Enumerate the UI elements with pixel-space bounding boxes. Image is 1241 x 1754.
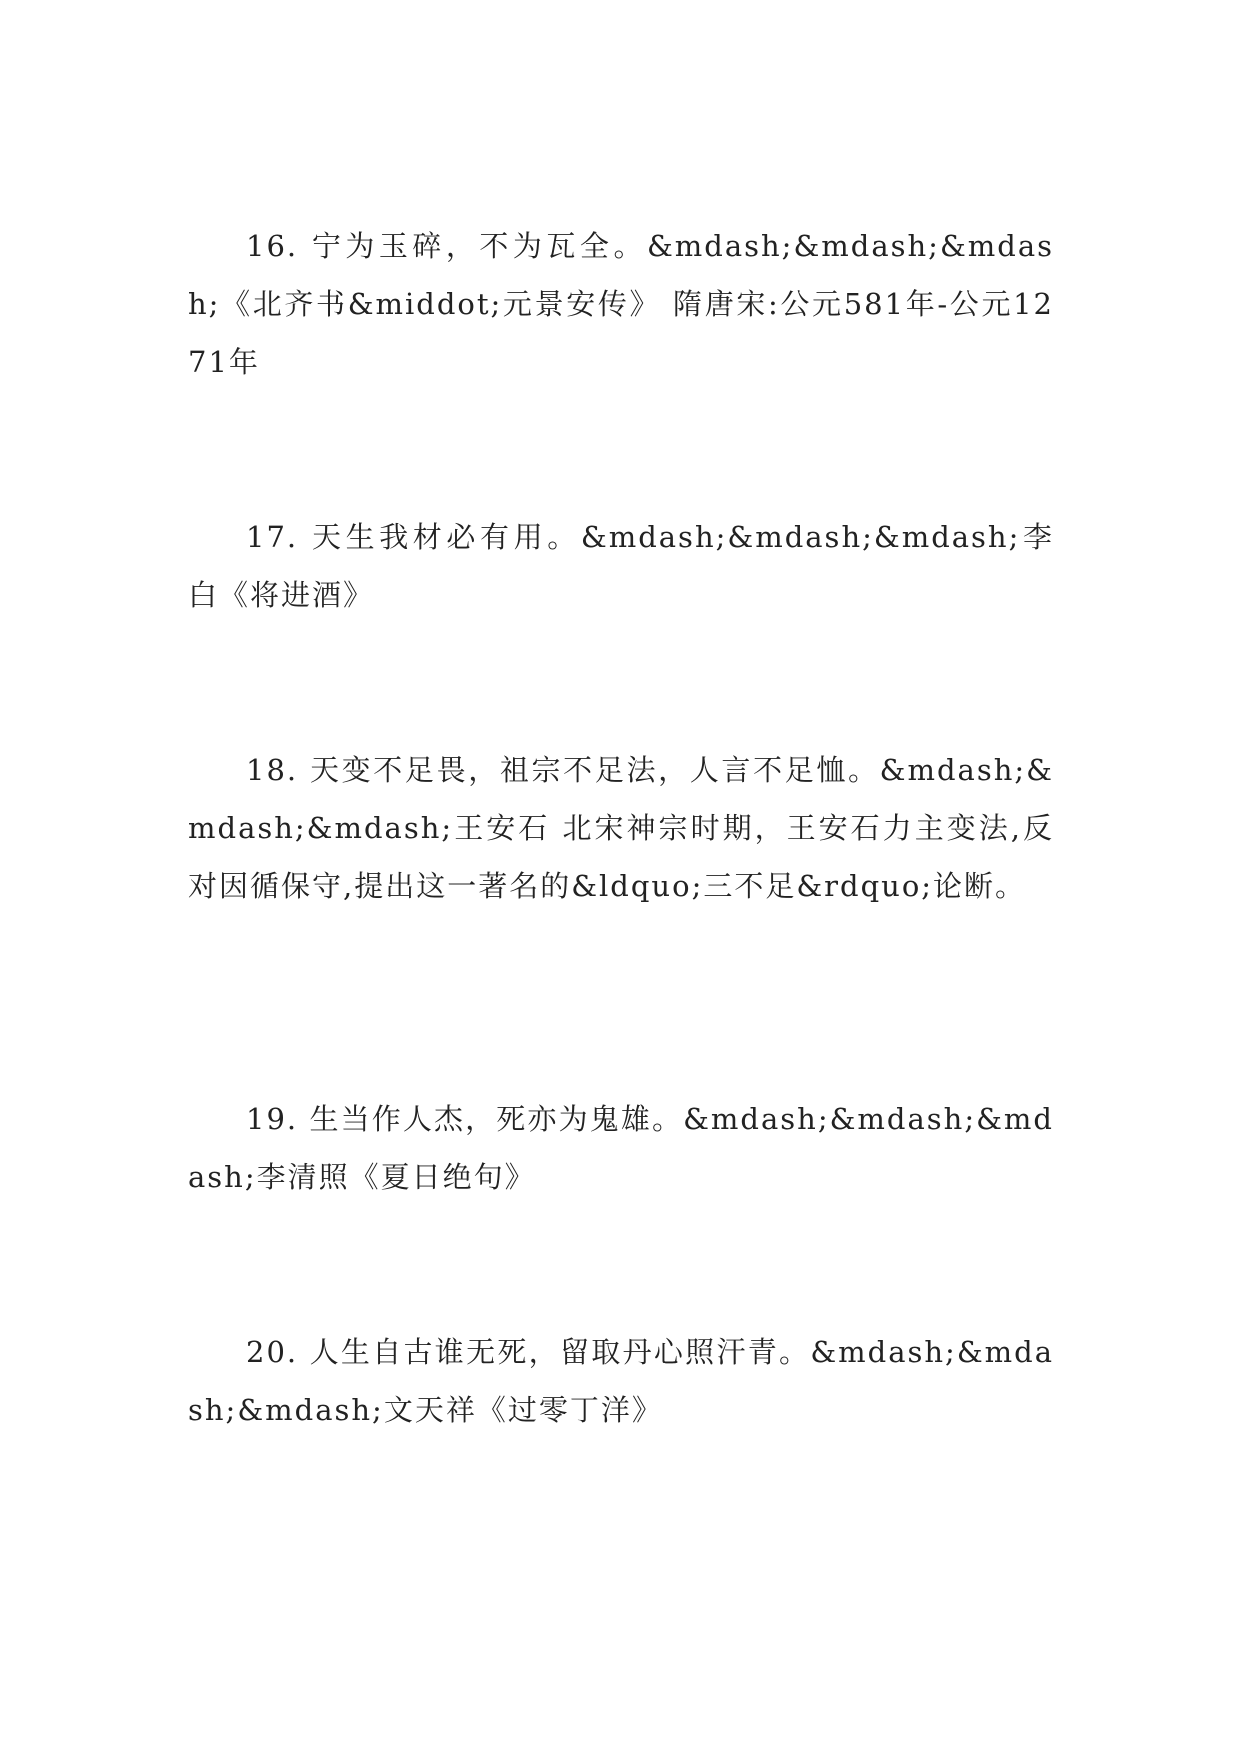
quote-20: 20. 人生自古谁无死，留取丹心照汗青。&mdash;&mdash;&mdash;文天祥《过零丁洋》 xyxy=(188,1335,1054,1427)
quote-19: 19. 生当作人杰，死亦为鬼雄。&mdash;&mdash;&mdash;李清照《夏日绝句》 xyxy=(188,1102,1054,1194)
quote-18: 18. 天变不足畏，祖宗不足法，人言不足恤。&mdash;&mdash;&mdash;王安石 北宋神宗时期，王安石力主变法,反对因循保守,提出这一著名的&ldquo;三不足&rdquo;论断。 xyxy=(188,753,1054,903)
quote-17: 17. 天生我材必有用。&mdash;&mdash;&mdash;李白《将进酒》 xyxy=(188,520,1054,612)
quote-16: 16. 宁为玉碎，不为瓦全。&mdash;&mdash;&mdash;《北齐书&middot;元景安传》 隋唐宋:公元581年-公元1271年 xyxy=(188,229,1054,379)
